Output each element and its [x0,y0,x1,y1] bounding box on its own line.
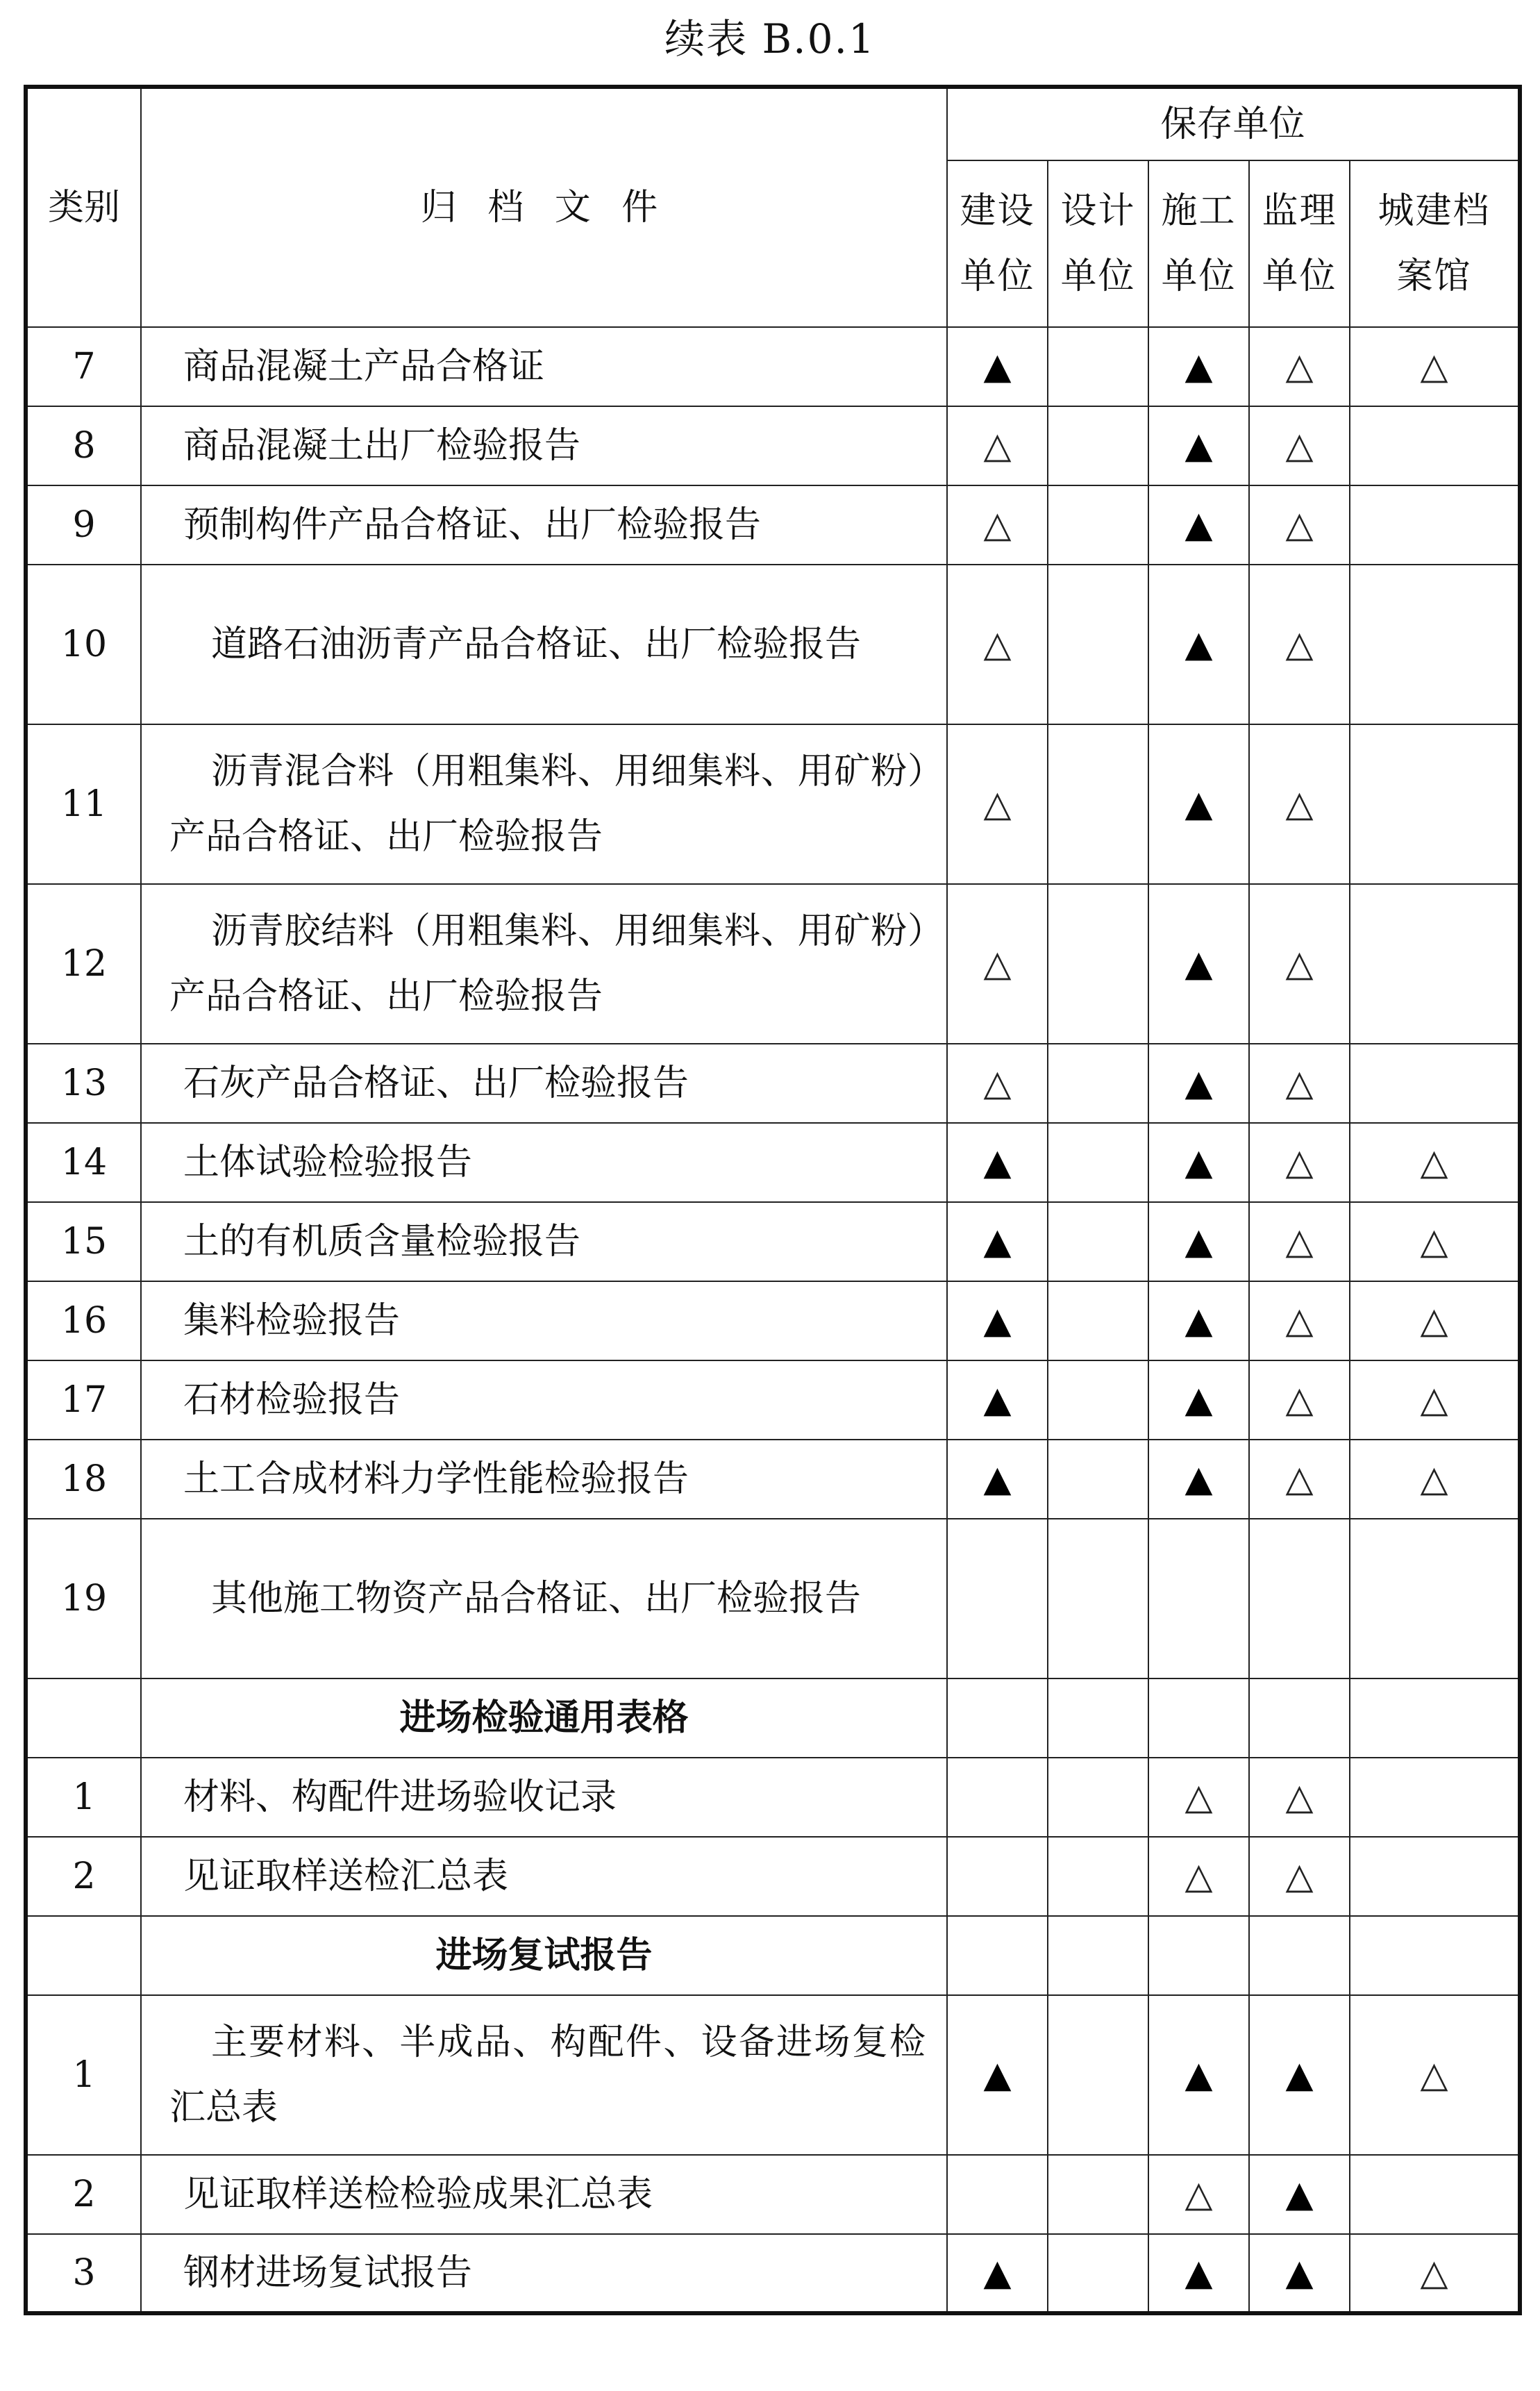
document-name: 其他施工物资产品合格证、出厂检验报告 [141,1519,947,1678]
header-unit-urban-archive: 城建档 案馆 [1350,160,1520,327]
mark-supervision-open-triangle-icon: △ [1249,406,1350,485]
table-row [26,565,1520,724]
row-number: 3 [26,2234,141,2313]
row-number: 9 [26,485,141,565]
mark-contractor-filled-triangle-icon: ▲ [1148,2234,1249,2313]
header-row-1 [26,87,1520,160]
mark-construction-owner-filled-triangle-icon: ▲ [947,1281,1048,1360]
mark-contractor-filled-triangle-icon: ▲ [1148,1360,1249,1440]
document-name: 土工合成材料力学性能检验报告 [141,1440,947,1519]
mark-urban-archive-empty [1350,565,1520,724]
mark-construction-owner-filled-triangle-icon: ▲ [947,1360,1048,1440]
mark-design-empty [1048,565,1148,724]
mark-construction-owner-empty [947,1837,1048,1916]
mark-supervision-open-triangle-icon: △ [1249,1202,1350,1281]
mark-supervision-open-triangle-icon: △ [1249,1837,1350,1916]
row-number: 17 [26,1360,141,1440]
mark-urban-archive-open-triangle-icon: △ [1350,1360,1520,1440]
section-empty-cell [1048,1678,1148,1758]
mark-design-empty [1048,1995,1148,2155]
mark-design-empty [1048,1519,1148,1678]
mark-urban-archive-empty [1350,724,1520,884]
mark-design-empty [1048,1758,1148,1837]
mark-urban-archive-open-triangle-icon: △ [1350,1123,1520,1202]
mark-contractor-open-triangle-icon: △ [1148,1758,1249,1837]
section-empty-cell [947,1916,1048,1995]
table-row [26,327,1520,406]
table-row [26,724,1520,884]
document-name: 主要材料、半成品、构配件、设备进场复检汇总表 [141,1995,947,2155]
header-unit-design: 设计 单位 [1048,160,1148,327]
table-caption: 续表 B.0.1 [664,15,876,63]
document-name: 见证取样送检检验成果汇总表 [141,2155,947,2234]
row-number: 16 [26,1281,141,1360]
mark-supervision-filled-triangle-icon: ▲ [1249,1995,1350,2155]
row-number: 2 [26,2155,141,2234]
mark-supervision-open-triangle-icon: △ [1249,1123,1350,1202]
section-empty-cell [1249,1916,1350,1995]
mark-supervision-open-triangle-icon: △ [1249,884,1350,1044]
mark-supervision-filled-triangle-icon: ▲ [1249,2234,1350,2313]
document-name: 沥青胶结料（用粗集料、用细集料、用矿粉）产品合格证、出厂检验报告 [141,884,947,1044]
section-empty-cell [947,1678,1048,1758]
mark-construction-owner-filled-triangle-icon: ▲ [947,1995,1048,2155]
section-empty-cell [1350,1678,1520,1758]
mark-urban-archive-open-triangle-icon: △ [1350,2234,1520,2313]
mark-contractor-filled-triangle-icon: ▲ [1148,1044,1249,1123]
document-name: 土的有机质含量检验报告 [141,1202,947,1281]
mark-design-empty [1048,406,1148,485]
header-unit-supervision: 监理 单位 [1249,160,1350,327]
document-name: 预制构件产品合格证、出厂检验报告 [141,485,947,565]
mark-urban-archive-open-triangle-icon: △ [1350,1281,1520,1360]
table-row [26,1123,1520,1202]
row-number: 10 [26,565,141,724]
mark-design-empty [1048,1123,1148,1202]
table-row [26,2155,1520,2234]
mark-urban-archive-empty [1350,485,1520,565]
mark-contractor-filled-triangle-icon: ▲ [1148,406,1249,485]
table-row [26,1281,1520,1360]
document-name: 见证取样送检汇总表 [141,1837,947,1916]
document-name: 道路石油沥青产品合格证、出厂检验报告 [141,565,947,724]
mark-urban-archive-empty [1350,884,1520,1044]
mark-urban-archive-open-triangle-icon: △ [1350,1995,1520,2155]
table-row [26,2234,1520,2313]
mark-supervision-open-triangle-icon: △ [1249,1360,1350,1440]
mark-supervision-open-triangle-icon: △ [1249,485,1350,565]
mark-design-empty [1048,884,1148,1044]
section-title: 进场复试报告 [141,1916,947,1995]
mark-design-empty [1048,2155,1148,2234]
mark-supervision-open-triangle-icon: △ [1249,327,1350,406]
document-name: 钢材进场复试报告 [141,2234,947,2313]
mark-supervision-empty [1249,1519,1350,1678]
mark-contractor-filled-triangle-icon: ▲ [1148,1995,1249,2155]
table-row [26,1995,1520,2155]
mark-construction-owner-open-triangle-icon: △ [947,884,1048,1044]
mark-urban-archive-open-triangle-icon: △ [1350,1202,1520,1281]
mark-supervision-open-triangle-icon: △ [1249,1281,1350,1360]
mark-urban-archive-open-triangle-icon: △ [1350,327,1520,406]
document-name: 商品混凝土出厂检验报告 [141,406,947,485]
row-number: 1 [26,1758,141,1837]
mark-contractor-filled-triangle-icon: ▲ [1148,485,1249,565]
section-row [26,1678,1520,1758]
row-number: 14 [26,1123,141,1202]
mark-construction-owner-open-triangle-icon: △ [947,724,1048,884]
mark-construction-owner-filled-triangle-icon: ▲ [947,1440,1048,1519]
mark-supervision-filled-triangle-icon: ▲ [1249,2155,1350,2234]
mark-design-empty [1048,2234,1148,2313]
mark-contractor-filled-triangle-icon: ▲ [1148,1281,1249,1360]
mark-urban-archive-empty [1350,2155,1520,2234]
table-body [26,327,1520,2313]
mark-design-empty [1048,724,1148,884]
mark-contractor-filled-triangle-icon: ▲ [1148,724,1249,884]
mark-urban-archive-empty [1350,1837,1520,1916]
mark-design-empty [1048,1440,1148,1519]
header-storage-group: 保存单位 [947,87,1520,160]
mark-design-empty [1048,1837,1148,1916]
row-number: 1 [26,1995,141,2155]
row-number: 15 [26,1202,141,1281]
mark-contractor-open-triangle-icon: △ [1148,2155,1249,2234]
mark-urban-archive-empty [1350,406,1520,485]
mark-construction-owner-open-triangle-icon: △ [947,565,1048,724]
table-row [26,485,1520,565]
section-empty-cell [1148,1678,1249,1758]
mark-contractor-empty [1148,1519,1249,1678]
row-number: 2 [26,1837,141,1916]
mark-supervision-open-triangle-icon: △ [1249,1758,1350,1837]
mark-design-empty [1048,1281,1148,1360]
mark-supervision-open-triangle-icon: △ [1249,565,1350,724]
table-row [26,1440,1520,1519]
mark-design-empty [1048,1360,1148,1440]
section-title: 进场检验通用表格 [141,1678,947,1758]
mark-contractor-filled-triangle-icon: ▲ [1148,1202,1249,1281]
header-document: 归 档 文 件 [141,87,947,327]
table-row [26,1758,1520,1837]
section-row [26,1916,1520,1995]
document-name: 商品混凝土产品合格证 [141,327,947,406]
section-empty-cell [1249,1678,1350,1758]
section-empty-cell [1148,1916,1249,1995]
mark-contractor-filled-triangle-icon: ▲ [1148,1123,1249,1202]
table-row [26,1202,1520,1281]
mark-construction-owner-filled-triangle-icon: ▲ [947,1123,1048,1202]
document-name: 石灰产品合格证、出厂检验报告 [141,1044,947,1123]
header-unit-contractor: 施工 单位 [1148,160,1249,327]
document-name: 材料、构配件进场验收记录 [141,1758,947,1837]
mark-construction-owner-open-triangle-icon: △ [947,406,1048,485]
mark-contractor-filled-triangle-icon: ▲ [1148,884,1249,1044]
mark-contractor-open-triangle-icon: △ [1148,1837,1249,1916]
table-row [26,1519,1520,1678]
table-row [26,1360,1520,1440]
row-number: 18 [26,1440,141,1519]
mark-supervision-open-triangle-icon: △ [1249,724,1350,884]
mark-construction-owner-empty [947,1758,1048,1837]
mark-contractor-filled-triangle-icon: ▲ [1148,1440,1249,1519]
mark-design-empty [1048,327,1148,406]
mark-construction-owner-empty [947,1519,1048,1678]
row-number: 12 [26,884,141,1044]
row-number: 8 [26,406,141,485]
mark-construction-owner-filled-triangle-icon: ▲ [947,327,1048,406]
mark-urban-archive-open-triangle-icon: △ [1350,1440,1520,1519]
mark-design-empty [1048,1202,1148,1281]
mark-construction-owner-filled-triangle-icon: ▲ [947,1202,1048,1281]
mark-design-empty [1048,1044,1148,1123]
table-row [26,406,1520,485]
mark-urban-archive-empty [1350,1758,1520,1837]
document-name: 集料检验报告 [141,1281,947,1360]
mark-design-empty [1048,485,1148,565]
header-category: 类别 [26,87,141,327]
document-name: 土体试验检验报告 [141,1123,947,1202]
table-row [26,1044,1520,1123]
document-name: 沥青混合料（用粗集料、用细集料、用矿粉）产品合格证、出厂检验报告 [141,724,947,884]
row-number: 7 [26,327,141,406]
header-unit-construction-owner: 建设 单位 [947,160,1048,327]
archive-table [24,85,1522,2315]
section-num-cell [26,1916,141,1995]
table-row [26,1837,1520,1916]
mark-supervision-open-triangle-icon: △ [1249,1440,1350,1519]
section-empty-cell [1350,1916,1520,1995]
mark-construction-owner-filled-triangle-icon: ▲ [947,2234,1048,2313]
mark-urban-archive-empty [1350,1044,1520,1123]
row-number: 13 [26,1044,141,1123]
mark-construction-owner-open-triangle-icon: △ [947,485,1048,565]
mark-contractor-filled-triangle-icon: ▲ [1148,327,1249,406]
mark-supervision-open-triangle-icon: △ [1249,1044,1350,1123]
document-name: 石材检验报告 [141,1360,947,1440]
mark-construction-owner-empty [947,2155,1048,2234]
section-empty-cell [1048,1916,1148,1995]
mark-urban-archive-empty [1350,1519,1520,1678]
row-number: 11 [26,724,141,884]
row-number: 19 [26,1519,141,1678]
mark-contractor-filled-triangle-icon: ▲ [1148,565,1249,724]
mark-construction-owner-open-triangle-icon: △ [947,1044,1048,1123]
section-num-cell [26,1678,141,1758]
table-row [26,884,1520,1044]
